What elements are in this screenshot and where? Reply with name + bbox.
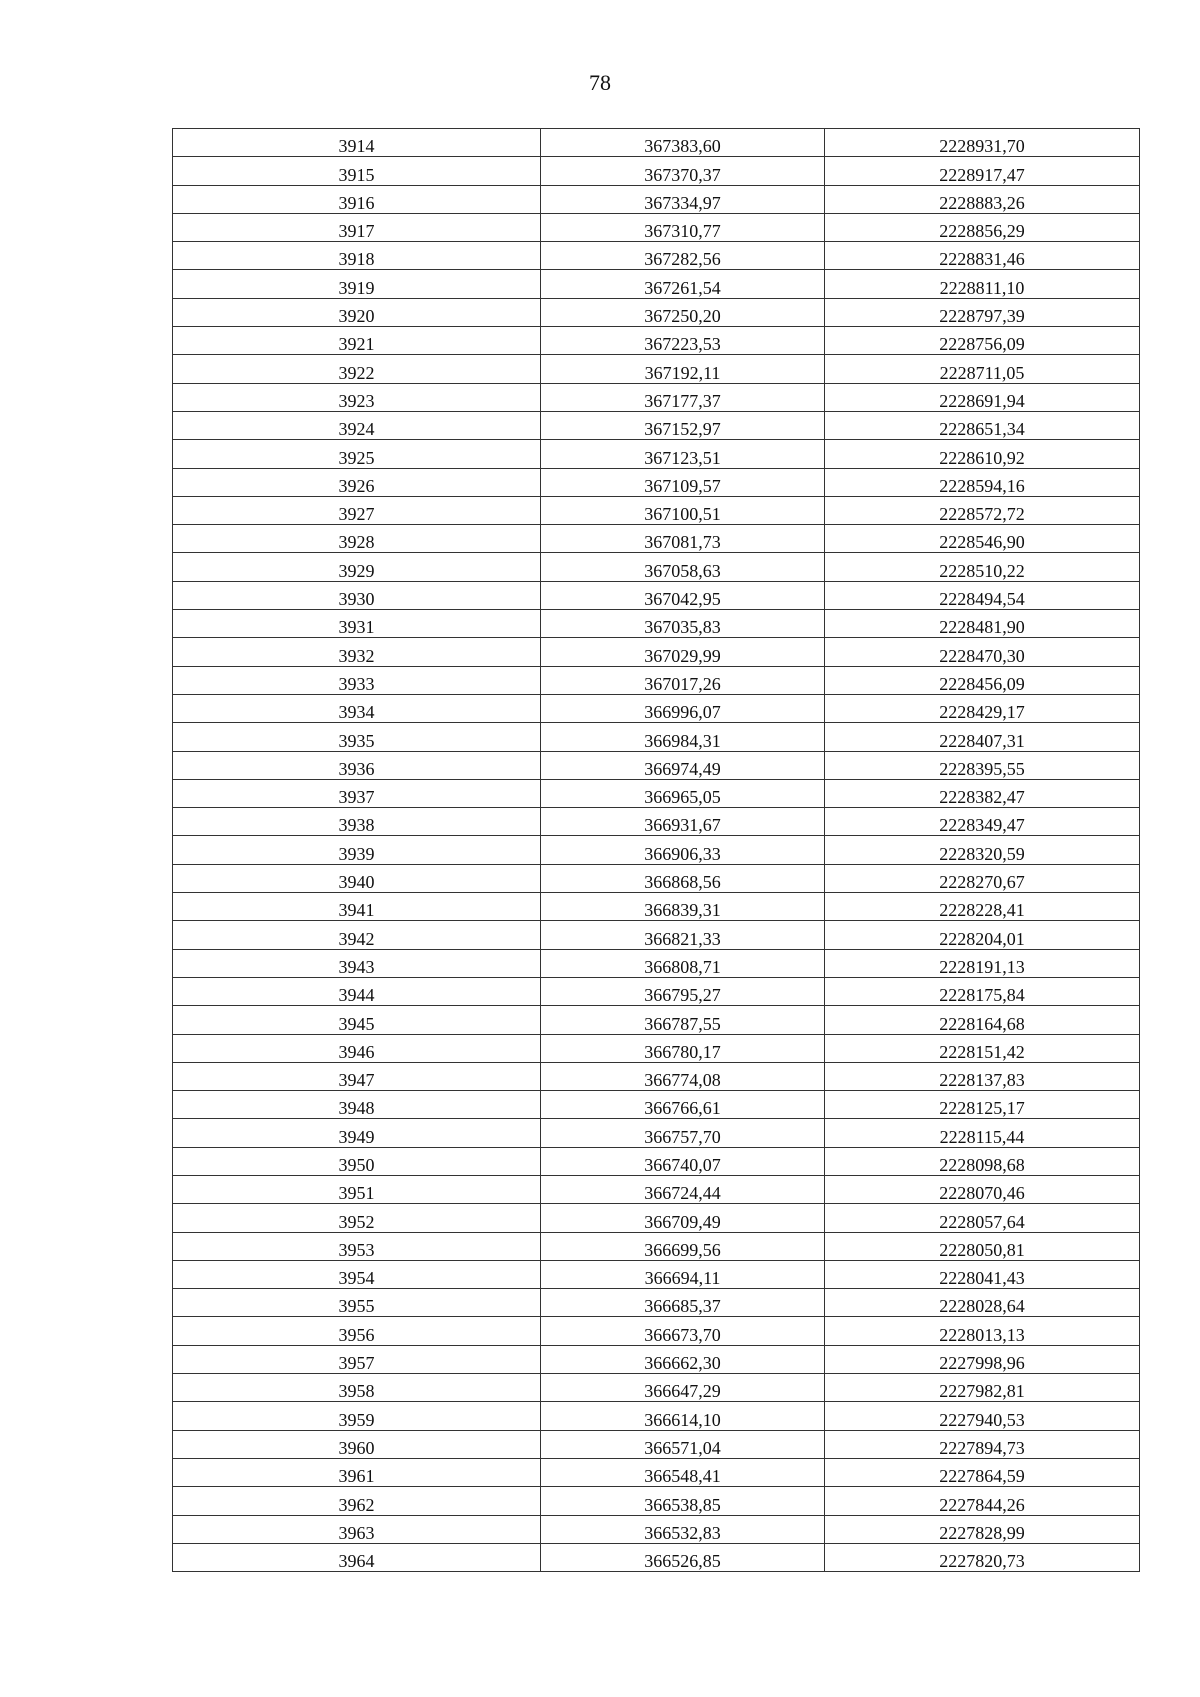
table-row — [173, 893, 1140, 921]
table-row — [173, 808, 1140, 836]
x-coordinate-cell: 366868,56 — [541, 864, 825, 892]
x-coordinate-cell: 366662,30 — [541, 1345, 825, 1373]
x-coordinate-cell: 367383,60 — [541, 129, 825, 157]
y-coordinate-cell: 2227828,99 — [825, 1515, 1140, 1543]
point-number-cell: 3957 — [173, 1345, 541, 1373]
point-number-cell: 3919 — [173, 270, 541, 298]
y-coordinate-cell: 2228883,26 — [825, 185, 1140, 213]
y-coordinate-cell: 2228228,41 — [825, 893, 1140, 921]
y-coordinate-cell: 2228811,10 — [825, 270, 1140, 298]
y-coordinate-cell: 2228191,13 — [825, 949, 1140, 977]
table-row — [173, 411, 1140, 439]
table-row — [173, 298, 1140, 326]
y-coordinate-cell: 2228797,39 — [825, 298, 1140, 326]
y-coordinate-cell: 2228164,68 — [825, 1006, 1140, 1034]
point-number-cell: 3953 — [173, 1232, 541, 1260]
point-number-cell: 3950 — [173, 1147, 541, 1175]
point-number-cell: 3930 — [173, 581, 541, 609]
x-coordinate-cell: 366614,10 — [541, 1402, 825, 1430]
y-coordinate-cell: 2228270,67 — [825, 864, 1140, 892]
x-coordinate-cell: 367035,83 — [541, 610, 825, 638]
point-number-cell: 3915 — [173, 157, 541, 185]
y-coordinate-cell: 2227940,53 — [825, 1402, 1140, 1430]
x-coordinate-cell: 366965,05 — [541, 779, 825, 807]
table-row — [173, 1062, 1140, 1090]
x-coordinate-cell: 366709,49 — [541, 1204, 825, 1232]
table-row — [173, 327, 1140, 355]
point-number-cell: 3955 — [173, 1289, 541, 1317]
x-coordinate-cell: 366795,27 — [541, 977, 825, 1005]
x-coordinate-cell: 367250,20 — [541, 298, 825, 326]
table-row — [173, 270, 1140, 298]
table-row — [173, 1147, 1140, 1175]
x-coordinate-cell: 366906,33 — [541, 836, 825, 864]
x-coordinate-cell: 366780,17 — [541, 1034, 825, 1062]
y-coordinate-cell: 2227864,59 — [825, 1458, 1140, 1486]
y-coordinate-cell: 2228470,30 — [825, 638, 1140, 666]
y-coordinate-cell: 2228610,92 — [825, 440, 1140, 468]
point-number-cell: 3961 — [173, 1458, 541, 1486]
y-coordinate-cell: 2228429,17 — [825, 694, 1140, 722]
y-coordinate-cell: 2227894,73 — [825, 1430, 1140, 1458]
y-coordinate-cell: 2228572,72 — [825, 496, 1140, 524]
table-row — [173, 1458, 1140, 1486]
point-number-cell: 3936 — [173, 751, 541, 779]
y-coordinate-cell: 2228175,84 — [825, 977, 1140, 1005]
x-coordinate-cell: 366538,85 — [541, 1487, 825, 1515]
x-coordinate-cell: 367081,73 — [541, 525, 825, 553]
y-coordinate-cell: 2228651,34 — [825, 411, 1140, 439]
point-number-cell: 3931 — [173, 610, 541, 638]
table-row — [173, 1515, 1140, 1543]
table-row — [173, 1204, 1140, 1232]
point-number-cell: 3929 — [173, 553, 541, 581]
point-number-cell: 3928 — [173, 525, 541, 553]
table-row — [173, 581, 1140, 609]
y-coordinate-cell: 2228041,43 — [825, 1260, 1140, 1288]
point-number-cell: 3954 — [173, 1260, 541, 1288]
table-row — [173, 1402, 1140, 1430]
table-row — [173, 383, 1140, 411]
table-row — [173, 779, 1140, 807]
x-coordinate-cell: 366931,67 — [541, 808, 825, 836]
y-coordinate-cell: 2227820,73 — [825, 1543, 1140, 1571]
point-number-cell: 3943 — [173, 949, 541, 977]
table-row — [173, 836, 1140, 864]
x-coordinate-cell: 367261,54 — [541, 270, 825, 298]
table-row — [173, 864, 1140, 892]
table-row — [173, 1119, 1140, 1147]
table-row — [173, 1034, 1140, 1062]
point-number-cell: 3942 — [173, 921, 541, 949]
point-number-cell: 3933 — [173, 666, 541, 694]
table-row — [173, 1430, 1140, 1458]
y-coordinate-cell: 2228691,94 — [825, 383, 1140, 411]
x-coordinate-cell: 367177,37 — [541, 383, 825, 411]
y-coordinate-cell: 2228204,01 — [825, 921, 1140, 949]
table-row — [173, 1487, 1140, 1515]
point-number-cell: 3963 — [173, 1515, 541, 1543]
point-number-cell: 3926 — [173, 468, 541, 496]
table-row — [173, 525, 1140, 553]
table-row — [173, 1374, 1140, 1402]
y-coordinate-cell: 2228756,09 — [825, 327, 1140, 355]
y-coordinate-cell: 2228395,55 — [825, 751, 1140, 779]
x-coordinate-cell: 367029,99 — [541, 638, 825, 666]
x-coordinate-cell: 366839,31 — [541, 893, 825, 921]
table-row — [173, 610, 1140, 638]
y-coordinate-cell: 2228711,05 — [825, 355, 1140, 383]
y-coordinate-cell: 2228494,54 — [825, 581, 1140, 609]
x-coordinate-cell: 367100,51 — [541, 496, 825, 524]
x-coordinate-cell: 366699,56 — [541, 1232, 825, 1260]
point-number-cell: 3927 — [173, 496, 541, 524]
y-coordinate-cell: 2227844,26 — [825, 1487, 1140, 1515]
x-coordinate-cell: 366774,08 — [541, 1062, 825, 1090]
table-row — [173, 1543, 1140, 1571]
table-row — [173, 157, 1140, 185]
point-number-cell: 3959 — [173, 1402, 541, 1430]
y-coordinate-cell: 2228070,46 — [825, 1175, 1140, 1203]
table-row — [173, 1091, 1140, 1119]
table-row — [173, 949, 1140, 977]
table-row — [173, 185, 1140, 213]
table-row — [173, 553, 1140, 581]
table-row — [173, 1232, 1140, 1260]
point-number-cell: 3952 — [173, 1204, 541, 1232]
point-number-cell: 3945 — [173, 1006, 541, 1034]
x-coordinate-cell: 366685,37 — [541, 1289, 825, 1317]
y-coordinate-cell: 2228098,68 — [825, 1147, 1140, 1175]
x-coordinate-cell: 367109,57 — [541, 468, 825, 496]
y-coordinate-cell: 2228320,59 — [825, 836, 1140, 864]
table-row — [173, 468, 1140, 496]
point-number-cell: 3918 — [173, 242, 541, 270]
x-coordinate-cell: 367192,11 — [541, 355, 825, 383]
point-number-cell: 3940 — [173, 864, 541, 892]
x-coordinate-cell: 366647,29 — [541, 1374, 825, 1402]
point-number-cell: 3922 — [173, 355, 541, 383]
point-number-cell: 3956 — [173, 1317, 541, 1345]
y-coordinate-cell: 2228382,47 — [825, 779, 1140, 807]
x-coordinate-cell: 366766,61 — [541, 1091, 825, 1119]
coordinates-table — [172, 128, 1140, 1572]
y-coordinate-cell: 2228831,46 — [825, 242, 1140, 270]
x-coordinate-cell: 367223,53 — [541, 327, 825, 355]
point-number-cell: 3932 — [173, 638, 541, 666]
table-row — [173, 723, 1140, 751]
table-row — [173, 213, 1140, 241]
point-number-cell: 3938 — [173, 808, 541, 836]
y-coordinate-cell: 2228151,42 — [825, 1034, 1140, 1062]
point-number-cell: 3923 — [173, 383, 541, 411]
table-row — [173, 1006, 1140, 1034]
y-coordinate-cell: 2227998,96 — [825, 1345, 1140, 1373]
table-row — [173, 1317, 1140, 1345]
point-number-cell: 3921 — [173, 327, 541, 355]
y-coordinate-cell: 2228481,90 — [825, 610, 1140, 638]
point-number-cell: 3949 — [173, 1119, 541, 1147]
x-coordinate-cell: 367123,51 — [541, 440, 825, 468]
y-coordinate-cell: 2228125,17 — [825, 1091, 1140, 1119]
table-row — [173, 1289, 1140, 1317]
table-row — [173, 694, 1140, 722]
point-number-cell: 3934 — [173, 694, 541, 722]
y-coordinate-cell: 2228028,64 — [825, 1289, 1140, 1317]
table-body — [173, 129, 1140, 1572]
x-coordinate-cell: 366821,33 — [541, 921, 825, 949]
table-row — [173, 496, 1140, 524]
x-coordinate-cell: 366532,83 — [541, 1515, 825, 1543]
x-coordinate-cell: 366673,70 — [541, 1317, 825, 1345]
table-row — [173, 1260, 1140, 1288]
point-number-cell: 3914 — [173, 129, 541, 157]
y-coordinate-cell: 2228407,31 — [825, 723, 1140, 751]
x-coordinate-cell: 366548,41 — [541, 1458, 825, 1486]
x-coordinate-cell: 366740,07 — [541, 1147, 825, 1175]
x-coordinate-cell: 366757,70 — [541, 1119, 825, 1147]
x-coordinate-cell: 367334,97 — [541, 185, 825, 213]
table-row — [173, 355, 1140, 383]
point-number-cell: 3962 — [173, 1487, 541, 1515]
y-coordinate-cell: 2228349,47 — [825, 808, 1140, 836]
y-coordinate-cell: 2228050,81 — [825, 1232, 1140, 1260]
point-number-cell: 3939 — [173, 836, 541, 864]
y-coordinate-cell: 2228137,83 — [825, 1062, 1140, 1090]
point-number-cell: 3944 — [173, 977, 541, 1005]
x-coordinate-cell: 366526,85 — [541, 1543, 825, 1571]
point-number-cell: 3948 — [173, 1091, 541, 1119]
y-coordinate-cell: 2228594,16 — [825, 468, 1140, 496]
table-row — [173, 242, 1140, 270]
x-coordinate-cell: 366996,07 — [541, 694, 825, 722]
y-coordinate-cell: 2228115,44 — [825, 1119, 1140, 1147]
x-coordinate-cell: 366694,11 — [541, 1260, 825, 1288]
table-row — [173, 129, 1140, 157]
x-coordinate-cell: 366724,44 — [541, 1175, 825, 1203]
y-coordinate-cell: 2227982,81 — [825, 1374, 1140, 1402]
table-row — [173, 638, 1140, 666]
point-number-cell: 3946 — [173, 1034, 541, 1062]
point-number-cell: 3920 — [173, 298, 541, 326]
x-coordinate-cell: 367370,37 — [541, 157, 825, 185]
point-number-cell: 3964 — [173, 1543, 541, 1571]
point-number-cell: 3951 — [173, 1175, 541, 1203]
point-number-cell: 3958 — [173, 1374, 541, 1402]
x-coordinate-cell: 366974,49 — [541, 751, 825, 779]
y-coordinate-cell: 2228057,64 — [825, 1204, 1140, 1232]
x-coordinate-cell: 367152,97 — [541, 411, 825, 439]
table-row — [173, 1345, 1140, 1373]
y-coordinate-cell: 2228931,70 — [825, 129, 1140, 157]
table-row — [173, 751, 1140, 779]
point-number-cell: 3916 — [173, 185, 541, 213]
table-row — [173, 440, 1140, 468]
x-coordinate-cell: 367310,77 — [541, 213, 825, 241]
x-coordinate-cell: 366984,31 — [541, 723, 825, 751]
point-number-cell: 3937 — [173, 779, 541, 807]
point-number-cell: 3917 — [173, 213, 541, 241]
x-coordinate-cell: 366571,04 — [541, 1430, 825, 1458]
x-coordinate-cell: 367282,56 — [541, 242, 825, 270]
table-row — [173, 1175, 1140, 1203]
point-number-cell: 3925 — [173, 440, 541, 468]
x-coordinate-cell: 366787,55 — [541, 1006, 825, 1034]
y-coordinate-cell: 2228510,22 — [825, 553, 1140, 581]
point-number-cell: 3935 — [173, 723, 541, 751]
page-number: 78 — [589, 70, 611, 95]
y-coordinate-cell: 2228546,90 — [825, 525, 1140, 553]
y-coordinate-cell: 2228917,47 — [825, 157, 1140, 185]
x-coordinate-cell: 367058,63 — [541, 553, 825, 581]
table-row — [173, 977, 1140, 1005]
y-coordinate-cell: 2228456,09 — [825, 666, 1140, 694]
table-row — [173, 666, 1140, 694]
point-number-cell: 3947 — [173, 1062, 541, 1090]
y-coordinate-cell: 2228856,29 — [825, 213, 1140, 241]
x-coordinate-cell: 366808,71 — [541, 949, 825, 977]
table-row — [173, 921, 1140, 949]
y-coordinate-cell: 2228013,13 — [825, 1317, 1140, 1345]
point-number-cell: 3941 — [173, 893, 541, 921]
x-coordinate-cell: 367017,26 — [541, 666, 825, 694]
point-number-cell: 3960 — [173, 1430, 541, 1458]
x-coordinate-cell: 367042,95 — [541, 581, 825, 609]
point-number-cell: 3924 — [173, 411, 541, 439]
